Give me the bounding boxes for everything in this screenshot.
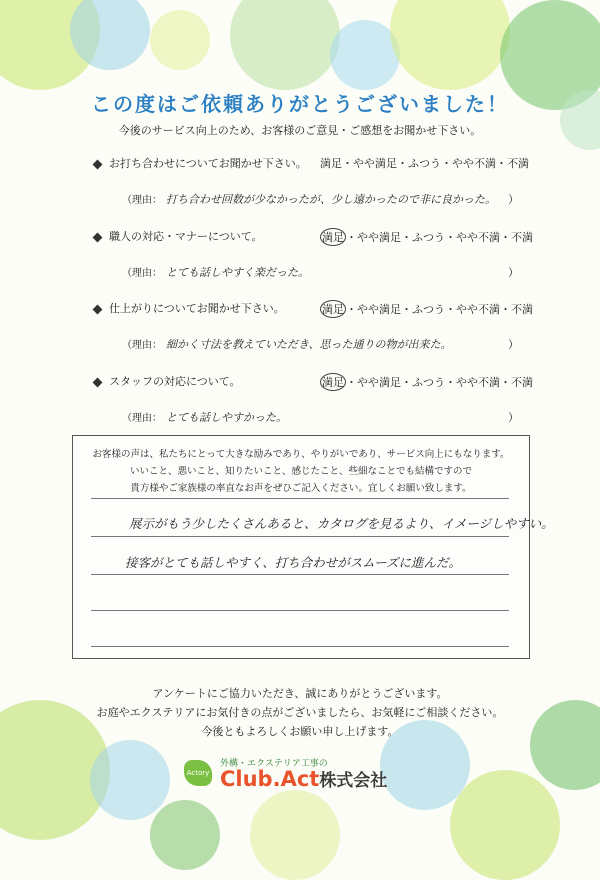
logo-tagline: 外構・エクステリア工事の bbox=[220, 759, 328, 769]
question-3-paren-close: ） bbox=[508, 338, 519, 351]
question-4-reason: （理由： とても話しやすかった。 bbox=[122, 411, 287, 424]
logo-brand: Club.Act株式会社 bbox=[220, 767, 388, 791]
question-4-paren-close: ） bbox=[508, 411, 519, 424]
question-2-label: 職人の対応・マナーについて。 bbox=[109, 230, 263, 243]
selected-option-circle: 満足 bbox=[320, 300, 346, 318]
comment-box-intro: お客様の声は、私たちにとって大きな励みであり、やりがいであり、サービス向上にもなります。 いいこと、悪いこと、知りたいこと、感じたこと、些細なことでも結構ですので 貴方様やご家族様の率直なお声をぜひご記入ください。宜しくお願い致します。 bbox=[92, 449, 510, 494]
question-3-reason: （理由： 細かく寸法を教えていただき、思った通りの物が出来た。 bbox=[122, 338, 452, 351]
question-1-option-rest: ・やや満足・ふつう・やや不満・不満 bbox=[342, 157, 529, 170]
question-2-paren-close: ） bbox=[508, 266, 519, 279]
question-3 bbox=[94, 300, 285, 316]
diamond-bullet-icon bbox=[93, 377, 103, 387]
question-1-options bbox=[320, 155, 529, 171]
question-4-options bbox=[320, 373, 533, 391]
diamond-bullet-icon bbox=[93, 159, 103, 169]
selected-option-circle: 満足 bbox=[320, 373, 346, 391]
question-2 bbox=[94, 228, 263, 244]
footer-message: アンケートにご協力いただき、誠にありがとうございます。 お庭やエクステリアにお気付きの点がございましたら、お気軽にご相談ください。 今後ともよろしくお願い申し上げます。 bbox=[96, 687, 504, 738]
leaf-logo-icon: Actory bbox=[184, 760, 212, 786]
page-subtitle: 今後のサービス向上のため、お客様のご意見・ご感想をお聞かせ下さい。 bbox=[118, 124, 482, 137]
selected-option-circle: 満足 bbox=[320, 228, 346, 246]
question-3-options bbox=[320, 300, 533, 318]
question-1-reason-text: 打ち合わせ回数が少なかったが、少し遠かったので非に良かった。 bbox=[166, 193, 496, 206]
writing-line bbox=[91, 498, 509, 499]
question-2-option-rest: ・やや満足・ふつう・やや不満・不満 bbox=[346, 231, 533, 244]
question-2-reason: （理由： とても話しやすく楽だった。 bbox=[122, 266, 309, 279]
diamond-bullet-icon bbox=[93, 232, 103, 242]
customer-comment-1: 展示がもう少したくさんあると、カタログを見るより、イメージしやすい。 bbox=[129, 516, 554, 531]
comment-box bbox=[72, 435, 554, 659]
customer-comment-2: 接客がとても話しやすく、打ち合わせがスムーズに進んだ。 bbox=[125, 555, 462, 570]
question-4-reason-text: とても話しやすかった。 bbox=[166, 411, 287, 424]
question-2-reason-text: とても話しやすく楽だった。 bbox=[166, 266, 309, 279]
diamond-bullet-icon bbox=[93, 304, 103, 314]
question-1 bbox=[94, 155, 307, 171]
question-4-label: スタッフの対応について。 bbox=[109, 375, 241, 388]
question-4 bbox=[94, 373, 241, 389]
question-1-label: お打ち合わせについてお聞かせ下さい。 bbox=[109, 157, 307, 170]
question-4-option-rest: ・やや満足・ふつう・やや不満・不満 bbox=[346, 376, 533, 389]
question-3-reason-text: 細かく寸法を教えていただき、思った通りの物が出来た。 bbox=[166, 338, 452, 351]
option-satisfied: 満足 bbox=[320, 157, 342, 170]
question-3-label: 仕上がりについてお聞かせ下さい。 bbox=[109, 302, 285, 315]
question-1-paren-close: ） bbox=[508, 193, 519, 206]
writing-line bbox=[91, 646, 509, 647]
question-1-reason: （理由： 打ち合わせ回数が少なかったが、少し遠かったので非に良かった。 bbox=[122, 193, 496, 206]
writing-line bbox=[91, 610, 509, 611]
page-title: この度はご依頼ありがとうございました！ bbox=[91, 92, 509, 116]
question-2-options bbox=[320, 228, 533, 246]
writing-line bbox=[91, 574, 509, 575]
company-logo bbox=[184, 756, 414, 790]
writing-line bbox=[91, 536, 509, 537]
question-3-option-rest: ・やや満足・ふつう・やや不満・不満 bbox=[346, 303, 533, 316]
